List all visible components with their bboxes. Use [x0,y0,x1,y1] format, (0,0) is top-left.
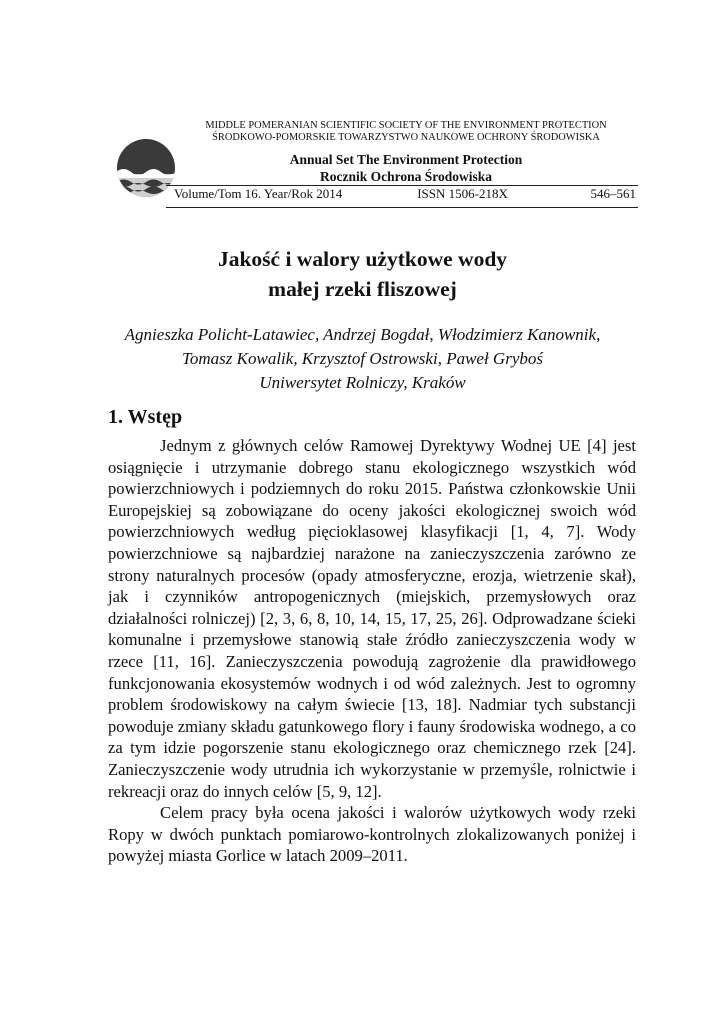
paragraph: Celem pracy była ocena jakości i walorów użytkowych wody rzeki Ropy w dwóch punktach pomiarowo-kontrolnych zlokalizowanych poniżej i powyżej miasta Gorlice w latach 2009–2011. [108,803,636,866]
page-range: 546–561 [590,186,636,201]
issn: ISSN 1506-218X [417,186,508,201]
author-block [0,323,725,395]
article-title [0,244,725,304]
affiliation: Uniwersytet Rolniczy, Kraków [259,373,466,392]
journal-name-en: Annual Set The Environment Protection [289,152,523,167]
society-name-pl: ŚRODKOWO-POMORSKIE TOWARZYSTWO NAUKOWE OCHRONY ŚRODOWISKA [212,132,600,143]
volume-info-row [174,186,636,202]
paragraph: Jednym z głównych celów Ramowej Dyrektywy Wodnej UE [4] jest osiągnięcie i utrzymanie dobrego stanu ekologicznego wszystkich wód powierzchniowych i podziemnych do roku 2015. Państwa członkowskie Unii Europejskiej są zobowiązane do oceny jakości ekologicznej swoich wód powierzchniowych według pięcioklasowej klasyfikacji [1, 4, 7]. Wody powierzchniowe są najbardziej narażone na zanieczyszczenia zarówno ze strony naturalnych procesów (opady atmosferyczne, erozja, wietrzenie skał), jak i czynników antropogenicznych (miejskich, przemysłowych oraz działalności rolniczej) [2, 3, 6, 8, 10, 14, 15, 17, 25, 26]. Odprowadzane ścieki komunalne i przemysłowe stanowią stałe źródło zanieczyszczenia wody w rzece [11, 16]. Zanieczyszczenia powodują zagrożenie dla prawidłowego funkcjonowania ekosystemów wodnych i od wód zależnych. Jest to ogromny problem środowiskowy na całym świecie [13, 18]. Nadmiar tych substancji powoduje zmiany składu gatunkowego flory i fauny środowiska wodnego, a co za tym idzie pogorszenie stanu ekologicznego oraz chemicznego rzek [24]. Zanieczyszczenie wody utrudnia ich wykorzystanie w przemyśle, rolnictwie i rekreacji oraz do innych celów [5, 9, 12]. [108,436,636,801]
section-body [108,435,636,867]
authors-line-2: Tomasz Kowalik, Krzysztof Ostrowski, Paweł Gryboś [182,349,543,368]
title-line-1: Jakość i walory użytkowe wody [217,247,508,271]
journal-name-pl: Rocznik Ochrona Środowiska [319,169,493,184]
journal-name [170,151,642,185]
section-heading: 1. Wstęp [108,406,183,428]
journal-header [108,120,636,201]
volume-year: Volume/Tom 16. Year/Rok 2014 [174,186,343,201]
society-name [170,120,642,144]
society-logo-icon [116,138,176,198]
title-line-2: małej rzeki fliszowej [268,277,457,301]
header-rule-bottom [166,207,638,208]
society-name-en: MIDDLE POMERANIAN SCIENTIFIC SOCIETY OF THE ENVIRONMENT PROTECTION [205,120,607,131]
authors-line-1: Agnieszka Policht-Latawiec, Andrzej Bogdał, Włodzimierz Kanownik, [124,325,601,344]
